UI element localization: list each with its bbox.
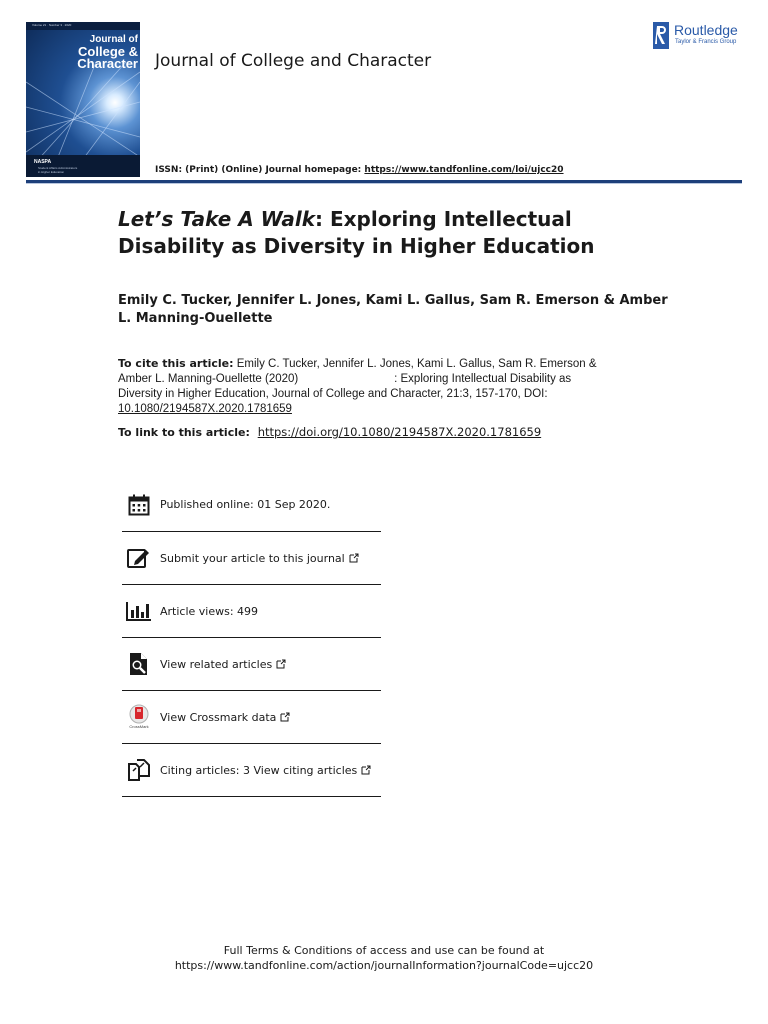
crossmark-icon-label: CrossMark [129,724,149,729]
link-label: To link to this article: [118,426,254,439]
citing-documents-icon [126,757,152,783]
issn-line [155,165,564,175]
citing-articles-link[interactable] [160,764,371,777]
cover-topstrip [26,22,140,30]
article-title-rest: : Exploring Intellectual Disability as Diversity in Higher Education [118,207,595,258]
cover-title-line3: Character [77,56,138,71]
citing-articles-item[interactable] [122,744,381,797]
article-views: Article views: 499 [160,604,259,618]
cite-label: To cite this article: [118,357,234,370]
calendar-icon [126,492,152,518]
crossmark-link[interactable] [160,711,290,724]
cover-title-line1: Journal of [89,34,138,45]
header-divider-light [26,183,742,184]
edit-icon [126,545,152,571]
cover-topline: Volume 21 · Number 3 · 2020 [32,23,72,27]
submit-article-label: Submit your article to this journal [160,551,345,565]
article-title-italic: Let’s Take A Walk [118,207,316,231]
article-link-line [118,425,541,439]
cover-light-beams [26,62,140,162]
related-articles-link[interactable] [160,658,286,671]
article-authors: Emily C. Tucker, Jennifer L. Jones, Kami L. Gallus, Sam R. Emerson & Amber L. Manning-Ouellette [118,293,668,326]
article-title [118,206,678,260]
related-articles-label: View related articles [160,657,273,671]
cite-doi-link[interactable]: 10.1080/2194587X.2020.1781659 [118,403,292,415]
article-doi-link[interactable]: https://doi.org/10.1080/2194587X.2020.1781659 [257,425,542,439]
citation-block [118,356,618,417]
cover-small-text: Student Affairs Administrators in Higher Education [38,166,78,174]
external-link-icon [280,712,290,722]
cover-footer [26,155,140,177]
crossmark-label: View Crossmark data [160,710,277,724]
submit-article-item[interactable] [122,532,381,585]
naspa-logo: NASPA [34,159,52,165]
submit-article-link[interactable] [160,552,359,565]
cite-text: Emily C. Tucker, Jennifer L. Jones, Kami L. Gallus, Sam R. Emerson & Amber L. Manning-Ouellette (2020) : Exploring Intellectual Disability as Diversity in Higher Education, Journal of College and Character, 21:3, 157-170, DOI: [118,358,600,400]
external-link-icon [349,553,359,563]
publisher-name: Routledge [674,22,738,38]
citing-articles-label: Citing articles: 3 View citing articles [160,763,358,777]
routledge-mark-icon [652,22,670,49]
cover-title [42,34,138,70]
bar-chart-icon [126,598,152,624]
publisher-logo[interactable] [652,22,752,52]
cover-title-line2: College & [78,44,138,59]
crossmark-item[interactable] [122,691,381,744]
document-search-icon [126,651,152,677]
issn-prefix: ISSN: (Print) (Online) Journal homepage: [155,165,365,175]
footer-line1: Full Terms & Conditions of access and use can be found at [223,944,545,957]
published-item [122,478,381,532]
journal-name: Journal of College and Character [155,51,432,71]
article-meta-list [122,478,381,797]
footer-terms-link[interactable]: https://www.tandfonline.com/action/journalInformation?journalCode=ujcc20 [174,959,594,972]
journal-cover [26,22,140,177]
terms-footer [0,943,768,973]
article-views-item [122,585,381,638]
external-link-icon [361,765,371,775]
published-date: Published online: 01 Sep 2020. [160,498,331,511]
publisher-subtitle: Taylor & Francis Group [675,39,737,45]
related-articles-item[interactable] [122,638,381,691]
journal-homepage-link[interactable]: https://www.tandfonline.com/loi/ujcc20 [364,165,564,175]
external-link-icon [276,659,286,669]
crossmark-icon [126,704,152,730]
